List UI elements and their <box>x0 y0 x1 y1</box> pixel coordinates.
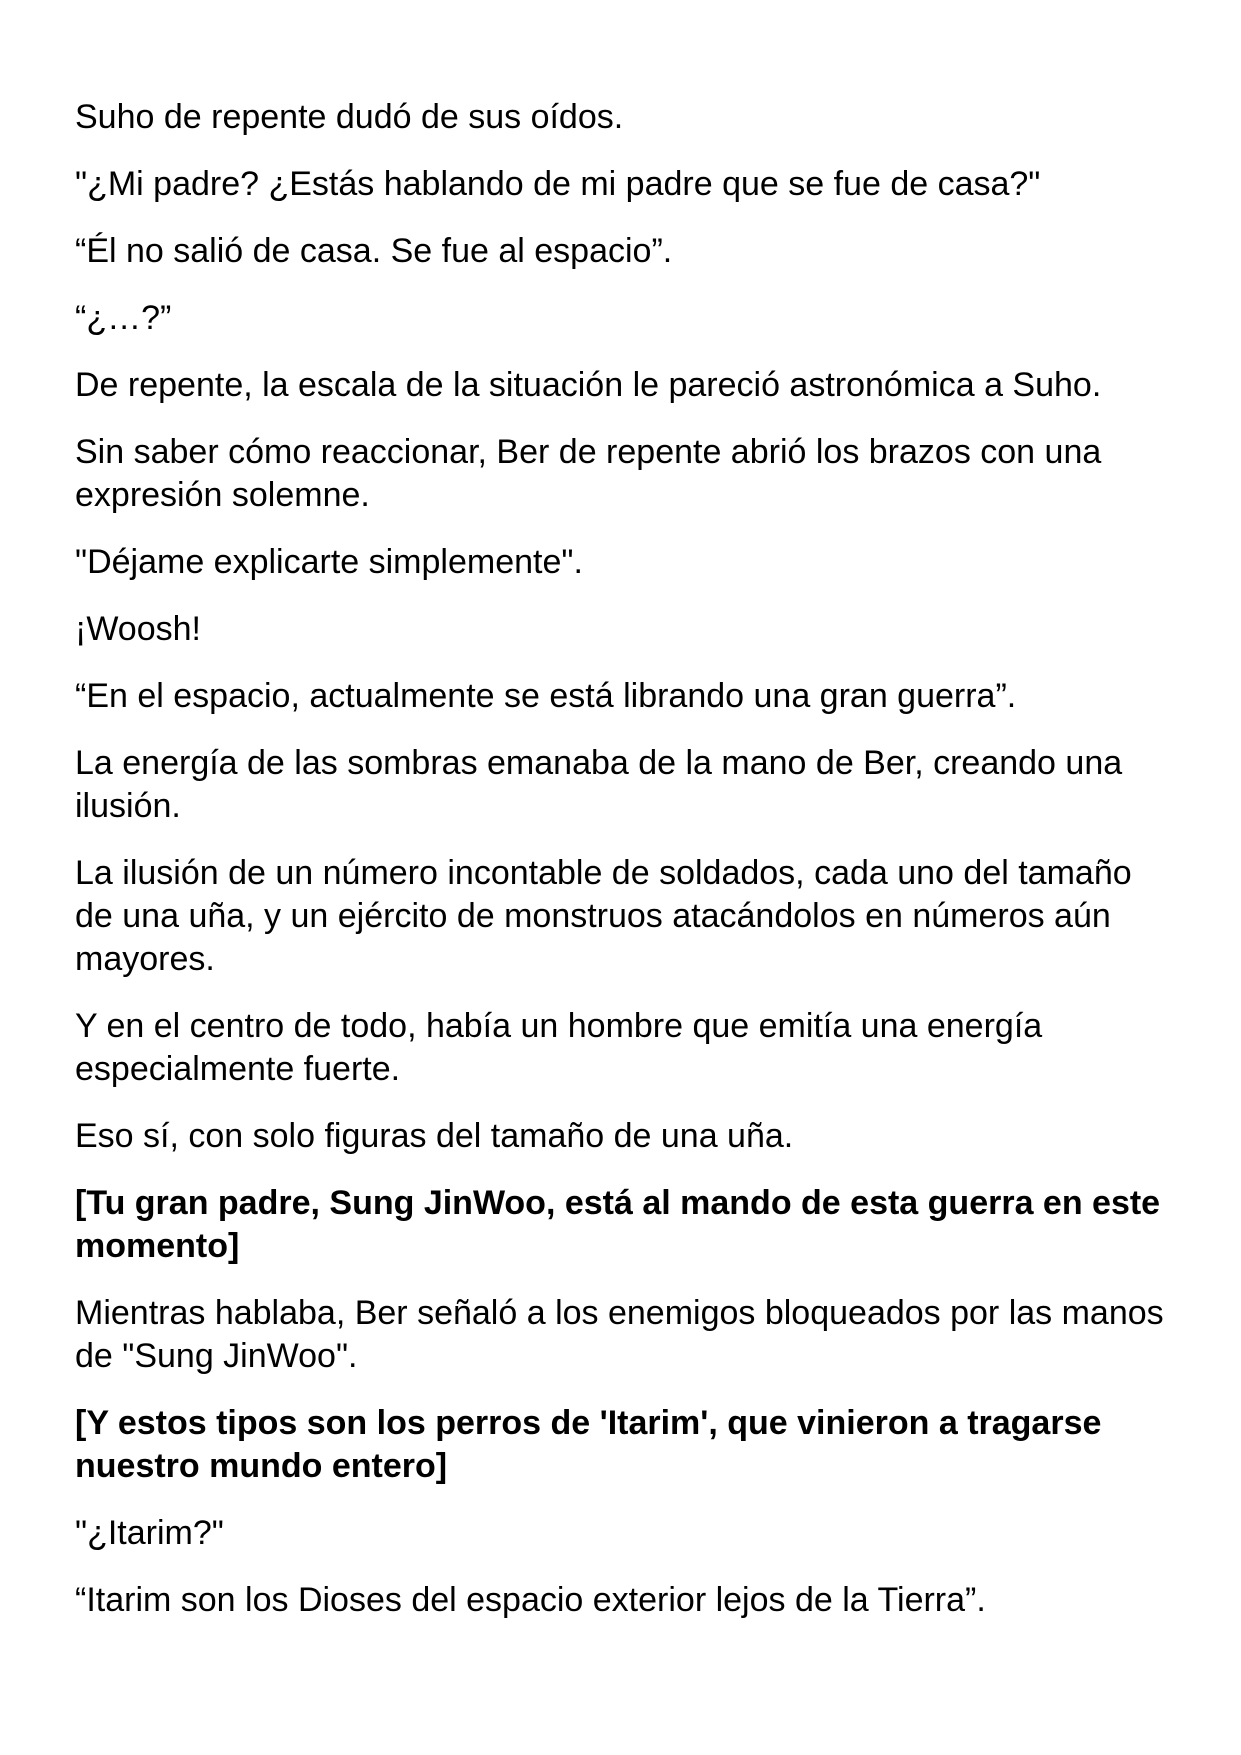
paragraph: "¿Mi padre? ¿Estás hablando de mi padre que se fue de casa?" <box>75 165 1041 203</box>
paragraph: "¿Itarim?" <box>75 1514 224 1552</box>
paragraph: La energía de las sombras emanaba de la mano de Ber, creando una ilusión. <box>75 744 1123 825</box>
paragraph: “Itarim son los Dioses del espacio exterior lejos de la Tierra”. <box>75 1581 986 1619</box>
paragraph: Mientras hablaba, Ber señaló a los enemigos bloqueados por las manos de "Sung JinWoo". <box>75 1294 1164 1375</box>
paragraph: De repente, la escala de la situación le pareció astronómica a Suho. <box>75 366 1102 404</box>
bold-dialogue-paragraph: [Tu gran padre, Sung JinWoo, está al mando de esta guerra en este momento] <box>75 1184 1161 1265</box>
paragraph: ¡Woosh! <box>75 610 201 648</box>
paragraph: Suho de repente dudó de sus oídos. <box>75 98 624 136</box>
paragraph: Eso sí, con solo figuras del tamaño de una uña. <box>75 1117 794 1155</box>
paragraph: “En el espacio, actualmente se está librando una gran guerra”. <box>75 677 1017 715</box>
bold-dialogue-paragraph: [Y estos tipos son los perros de 'Itarim', que vinieron a tragarse nuestro mundo entero] <box>75 1404 1102 1485</box>
paragraph: “Él no salió de casa. Se fue al espacio”. <box>75 232 673 270</box>
document-page <box>75 96 1175 1646</box>
paragraph: La ilusión de un número incontable de soldados, cada uno del tamaño de una uña, y un ejército de monstruos atacándolos en números aún mayores. <box>75 854 1132 978</box>
paragraph: Y en el centro de todo, había un hombre que emitía una energía especialmente fuerte. <box>75 1007 1043 1088</box>
paragraph: “¿…?” <box>75 299 172 337</box>
paragraph: "Déjame explicarte simplemente". <box>75 543 583 581</box>
paragraph: Sin saber cómo reaccionar, Ber de repente abrió los brazos con una expresión solemne. <box>75 433 1102 514</box>
